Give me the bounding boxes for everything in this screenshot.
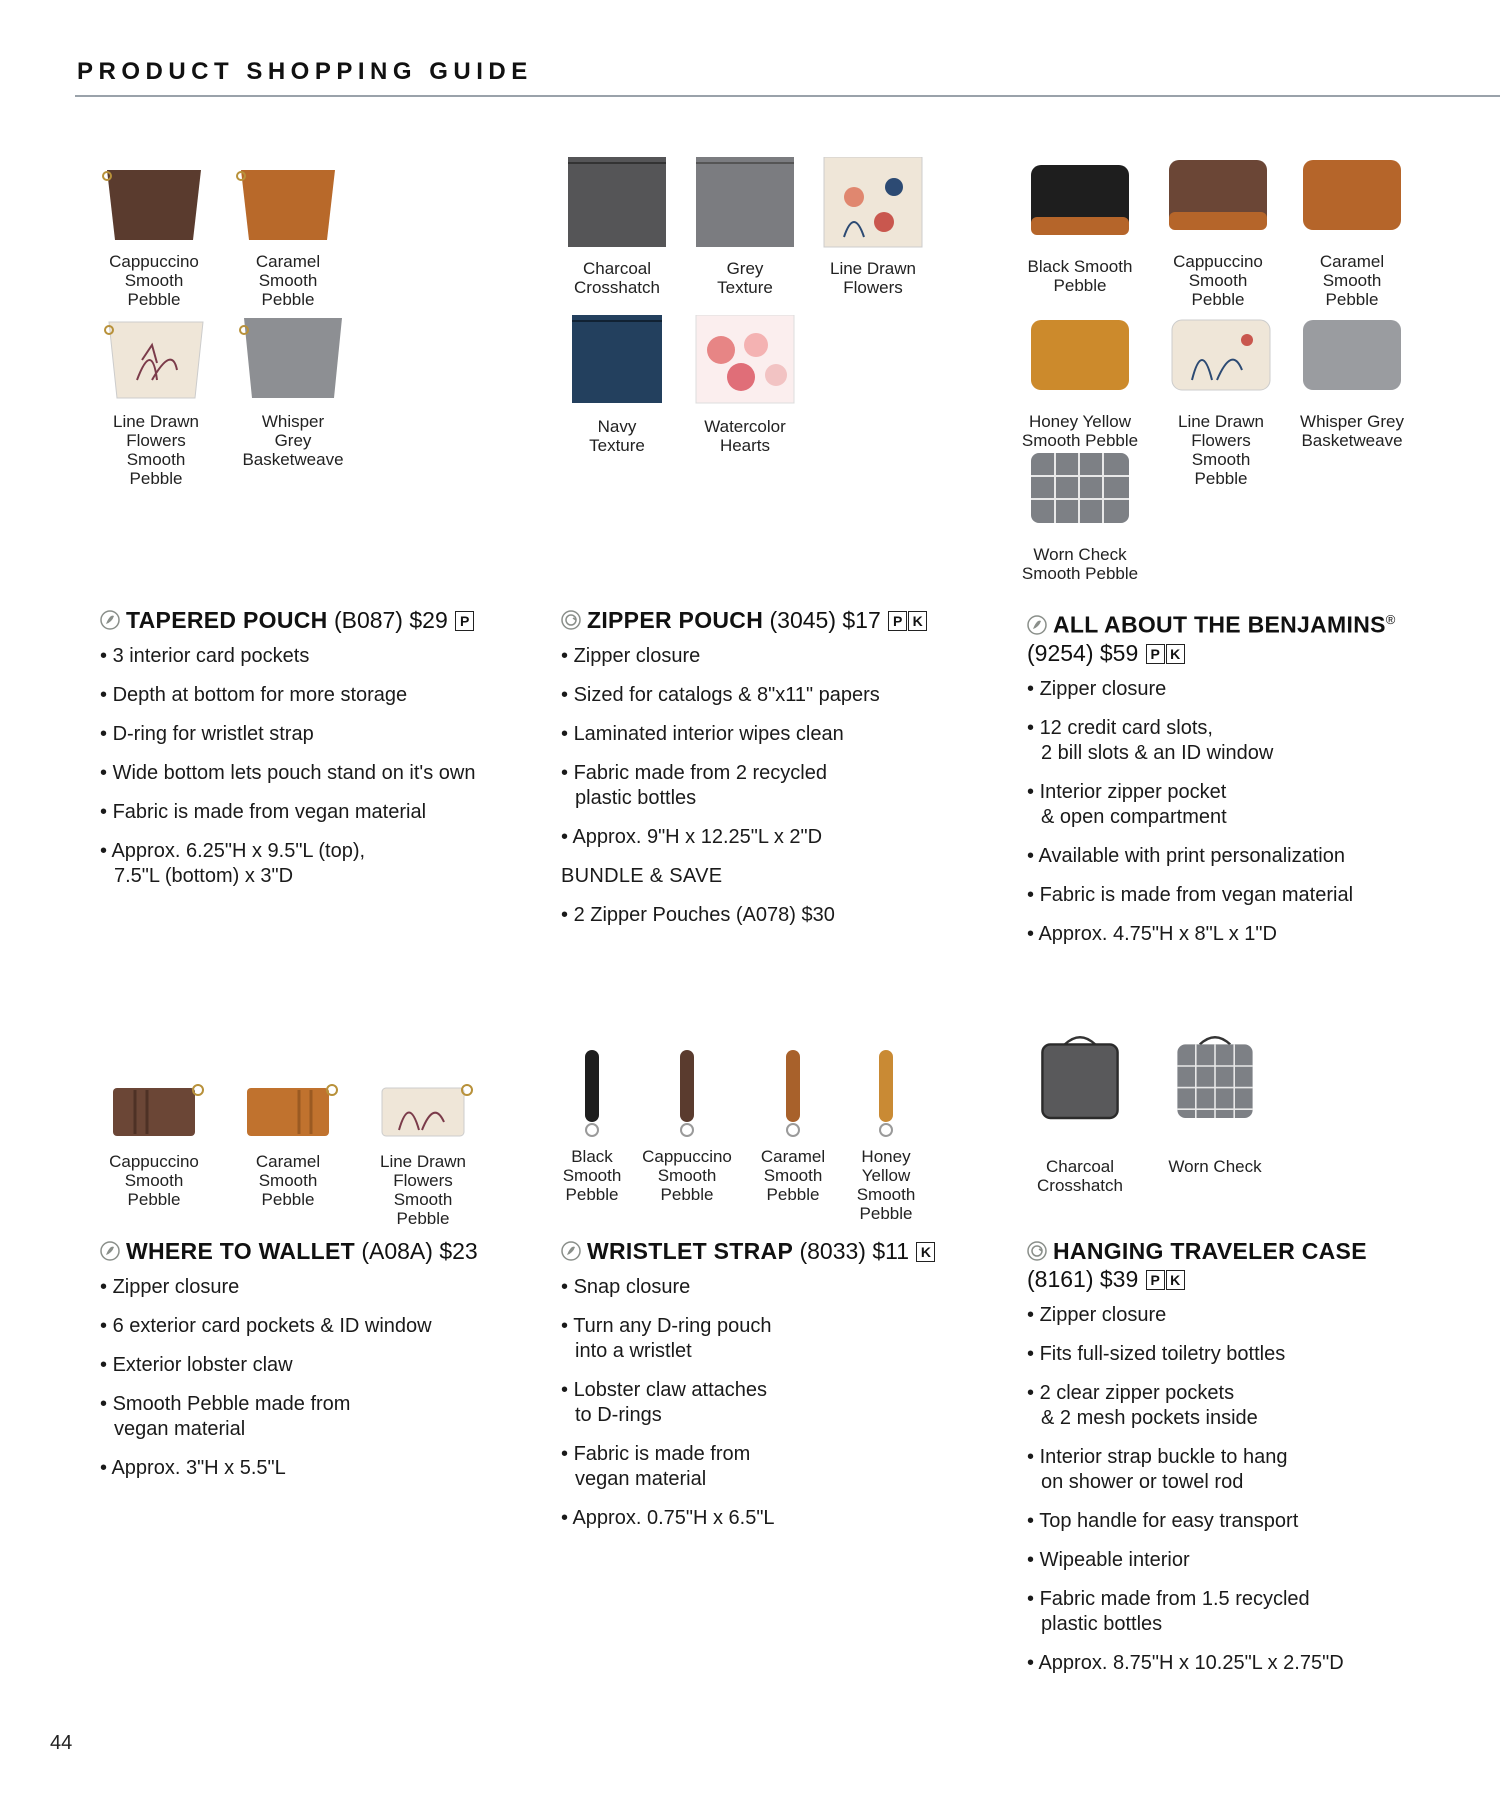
swatch-wristlet-honey[interactable] xyxy=(827,1045,945,1223)
pouch-image xyxy=(686,157,804,257)
swatch-tapered-caramel[interactable] xyxy=(229,150,347,309)
product-title xyxy=(1027,1237,1447,1265)
product-name: WRISTLET STRAP xyxy=(587,1238,794,1264)
feature-item: • Turn any D-ring pouch into a wristlet xyxy=(561,1314,961,1364)
feature-item: • Smooth Pebble made from vegan material xyxy=(100,1392,520,1442)
swatch-label: Whisper Grey Basketweave xyxy=(1300,412,1404,450)
recycle-icon xyxy=(561,610,581,630)
pouch-image xyxy=(686,315,804,415)
bundle-heading: BUNDLE & SAVE xyxy=(561,865,723,887)
swatch-benjamins-worn-check[interactable] xyxy=(1021,443,1139,583)
product-code-price: (9254) $59 xyxy=(1027,639,1139,666)
product-name: ALL ABOUT THE BENJAMINS xyxy=(1053,611,1386,638)
bundle-list xyxy=(561,903,961,928)
recycle-leaf-icon xyxy=(561,1241,581,1261)
feature-item: • Fabric is made from vegan material xyxy=(100,800,520,825)
feature-item: • Snap closure xyxy=(561,1275,961,1300)
wallet-section xyxy=(100,1237,520,1495)
swatch-zipper-watercolor[interactable] xyxy=(686,315,804,455)
feature-item: • Wipeable interior xyxy=(1027,1548,1447,1573)
swatch-label: Line Drawn Flowers Smooth Pebble xyxy=(113,412,199,488)
zipper-pouch-section xyxy=(561,606,961,942)
feature-item: • Fits full-sized toiletry bottles xyxy=(1027,1342,1447,1367)
swatch-label: Cappuccino Smooth Pebble xyxy=(109,1152,199,1209)
feature-item: • Interior zipper pocket & open compartment xyxy=(1027,780,1447,830)
code-badge: P xyxy=(1146,1270,1165,1290)
swatch-label: Worn Check Smooth Pebble xyxy=(1021,545,1139,583)
product-code-price: (8033) $11 xyxy=(799,1238,910,1264)
code-badge: P xyxy=(455,611,474,631)
product-code-line xyxy=(1027,1265,1447,1293)
wallet-image xyxy=(1021,443,1139,543)
swatch-wallet-line-drawn[interactable] xyxy=(364,1060,482,1228)
feature-item: • Wide bottom lets pouch stand on it's own xyxy=(100,761,520,786)
swatch-label: Grey Texture xyxy=(717,259,773,297)
feature-item: • Top handle for easy transport xyxy=(1027,1509,1447,1534)
feature-item: • Zipper closure xyxy=(100,1275,520,1300)
swatch-benjamins-black[interactable] xyxy=(1021,155,1139,295)
feature-item: • Approx. 3"H x 5.5"L xyxy=(100,1456,520,1481)
feature-item: • Zipper closure xyxy=(1027,677,1447,702)
feature-item: • Approx. 6.25"H x 9.5"L (top), 7.5"L (bottom) x 3"D xyxy=(100,839,520,889)
product-code-price: (3045) $17 xyxy=(769,607,881,633)
feature-item: • 6 exterior card pockets & ID window xyxy=(100,1314,520,1339)
product-name: HANGING TRAVELER CASE xyxy=(1053,1238,1367,1264)
wallet-image xyxy=(95,1060,213,1150)
feature-item: • Zipper closure xyxy=(1027,1303,1447,1328)
swatch-label: Watercolor Hearts xyxy=(704,417,786,455)
swatch-label: Caramel Smooth Pebble xyxy=(255,252,321,309)
pouch-image xyxy=(95,150,213,250)
swatch-zipper-line-drawn[interactable] xyxy=(814,157,932,297)
swatch-label: Whisper Grey Basketweave xyxy=(242,412,344,469)
feature-item: • Exterior lobster claw xyxy=(100,1353,520,1378)
feature-item: • Lobster claw attaches to D-rings xyxy=(561,1378,961,1428)
product-code-price: (B087) $29 xyxy=(333,607,448,633)
feature-item: • Approx. 4.75"H x 8"L x 1"D xyxy=(1027,922,1447,947)
product-title xyxy=(100,606,520,634)
swatch-label: Honey Yellow Smooth Pebble xyxy=(1021,412,1139,450)
feature-item: • Interior strap buckle to hang on shower or towel rod xyxy=(1027,1445,1447,1495)
feature-item: • Approx. 9"H x 12.25"L x 2"D xyxy=(561,825,961,850)
feature-item: • Fabric made from 1.5 recycled plastic bottles xyxy=(1027,1587,1447,1637)
code-badge: K xyxy=(916,1242,935,1262)
header-divider xyxy=(75,95,1500,97)
recycle-icon xyxy=(1027,1241,1047,1261)
case-image xyxy=(1021,1030,1139,1155)
swatch-tapered-line-drawn[interactable] xyxy=(97,310,215,488)
swatch-label: Caramel Smooth Pebble xyxy=(255,1152,321,1209)
feature-list xyxy=(561,644,961,850)
code-badge: K xyxy=(1166,1270,1185,1290)
swatch-label: Line Drawn Flowers Smooth Pebble xyxy=(1178,412,1264,488)
feature-item: • Available with print personalization xyxy=(1027,844,1447,869)
swatch-label: Caramel Smooth Pebble xyxy=(760,1147,826,1204)
product-code-price: (A08A) $23 xyxy=(361,1238,478,1264)
swatch-label: Caramel Smooth Pebble xyxy=(1319,252,1385,309)
swatch-benjamins-line-drawn[interactable] xyxy=(1162,310,1280,488)
feature-item: • Approx. 8.75"H x 10.25"L x 2.75"D xyxy=(1027,1651,1447,1676)
feature-list xyxy=(561,1275,961,1531)
strap-image xyxy=(827,1045,945,1145)
swatch-benjamins-caramel[interactable] xyxy=(1293,150,1411,309)
swatch-tapered-cappuccino[interactable] xyxy=(95,150,213,309)
page-header-title: PRODUCT SHOPPING GUIDE xyxy=(77,58,533,85)
code-badge: K xyxy=(908,611,927,631)
wallet-image xyxy=(364,1060,482,1150)
wallet-image xyxy=(1162,310,1280,410)
product-name: WHERE TO WALLET xyxy=(126,1238,355,1264)
page-number: 44 xyxy=(50,1732,73,1754)
wristlet-section xyxy=(561,1237,961,1545)
swatch-label: Charcoal Crosshatch xyxy=(574,259,660,297)
swatch-label: Cappuccino Smooth Pebble xyxy=(109,252,199,309)
wallet-image xyxy=(1021,155,1139,255)
wallet-image xyxy=(1159,150,1277,250)
pouch-image xyxy=(558,157,676,257)
feature-item: • Fabric made from 2 recycled plastic bottles xyxy=(561,761,961,811)
feature-item: • Laminated interior wipes clean xyxy=(561,722,961,747)
wallet-image xyxy=(1293,150,1411,250)
swatch-tapered-whisper-grey[interactable] xyxy=(234,310,352,469)
feature-item: • Zipper closure xyxy=(561,644,961,669)
tapered-pouch-section xyxy=(100,606,520,903)
traveler-section xyxy=(1027,1237,1447,1690)
feature-item: • Sized for catalogs & 8"x11" papers xyxy=(561,683,961,708)
feature-list xyxy=(100,644,520,889)
feature-item: • 12 credit card slots, 2 bill slots & an ID window xyxy=(1027,716,1447,766)
benjamins-section xyxy=(1027,606,1447,961)
recycle-leaf-icon xyxy=(100,1241,120,1261)
swatch-benjamins-cappuccino[interactable] xyxy=(1159,150,1277,309)
feature-item: • 3 interior card pockets xyxy=(100,644,520,669)
swatch-wallet-caramel[interactable] xyxy=(229,1060,347,1209)
swatch-zipper-charcoal[interactable] xyxy=(558,157,676,297)
swatch-label: Honey Yellow Smooth Pebble xyxy=(856,1147,916,1223)
swatch-label: Worn Check xyxy=(1168,1157,1262,1176)
swatch-label: Black Smooth Pebble xyxy=(1027,257,1133,295)
strap-image xyxy=(628,1045,746,1145)
swatch-zipper-navy[interactable] xyxy=(558,315,676,455)
feature-item: • Fabric is made from vegan material xyxy=(561,1442,961,1492)
code-badge: P xyxy=(888,611,907,631)
swatch-traveler-worn-check[interactable] xyxy=(1156,1030,1274,1176)
product-title xyxy=(100,1237,520,1265)
swatch-traveler-charcoal[interactable] xyxy=(1021,1030,1139,1195)
feature-list xyxy=(1027,677,1447,947)
recycle-leaf-icon xyxy=(100,610,120,630)
swatch-benjamins-honey[interactable] xyxy=(1021,310,1139,450)
feature-item: • Depth at bottom for more storage xyxy=(100,683,520,708)
feature-item: • D-ring for wristlet strap xyxy=(100,722,520,747)
swatch-zipper-grey[interactable] xyxy=(686,157,804,297)
product-code-line xyxy=(1027,639,1447,667)
wallet-image xyxy=(1293,310,1411,410)
swatch-label: Black Smooth Pebble xyxy=(562,1147,622,1204)
feature-list xyxy=(1027,1303,1447,1676)
code-badge: K xyxy=(1166,644,1185,664)
pouch-image xyxy=(229,150,347,250)
product-title xyxy=(1027,606,1447,639)
product-name: TAPERED POUCH xyxy=(126,607,328,633)
product-name: ZIPPER POUCH xyxy=(587,607,764,633)
pouch-image xyxy=(814,157,932,257)
case-image xyxy=(1156,1030,1274,1155)
product-title xyxy=(561,606,961,634)
feature-list xyxy=(100,1275,520,1481)
product-code-price: (8161) $39 xyxy=(1027,1266,1139,1292)
swatch-label: Cappuccino Smooth Pebble xyxy=(642,1147,732,1204)
code-badge: P xyxy=(1146,644,1165,664)
swatch-label: Charcoal Crosshatch xyxy=(1037,1157,1123,1195)
swatch-wristlet-cappuccino[interactable] xyxy=(628,1045,746,1204)
wallet-image xyxy=(1021,310,1139,410)
wallet-image xyxy=(229,1060,347,1150)
registered-mark: ® xyxy=(1385,612,1396,627)
feature-item: • 2 clear zipper pockets & 2 mesh pockets inside xyxy=(1027,1381,1447,1431)
pouch-image xyxy=(558,315,676,415)
feature-item: • Fabric is made from vegan material xyxy=(1027,883,1447,908)
swatch-label: Cappuccino Smooth Pebble xyxy=(1173,252,1263,309)
swatch-label: Navy Texture xyxy=(589,417,645,455)
recycle-leaf-icon xyxy=(1027,615,1047,635)
feature-item: • Approx. 0.75"H x 6.5"L xyxy=(561,1506,961,1531)
pouch-image xyxy=(234,310,352,410)
swatch-label: Line Drawn Flowers xyxy=(830,259,916,297)
swatch-wallet-cappuccino[interactable] xyxy=(95,1060,213,1209)
swatch-benjamins-whisper-grey[interactable] xyxy=(1293,310,1411,450)
product-title xyxy=(561,1237,961,1265)
bundle-item: • 2 Zipper Pouches (A078) $30 xyxy=(561,903,961,928)
pouch-image xyxy=(97,310,215,410)
swatch-label: Line Drawn Flowers Smooth Pebble xyxy=(380,1152,466,1228)
